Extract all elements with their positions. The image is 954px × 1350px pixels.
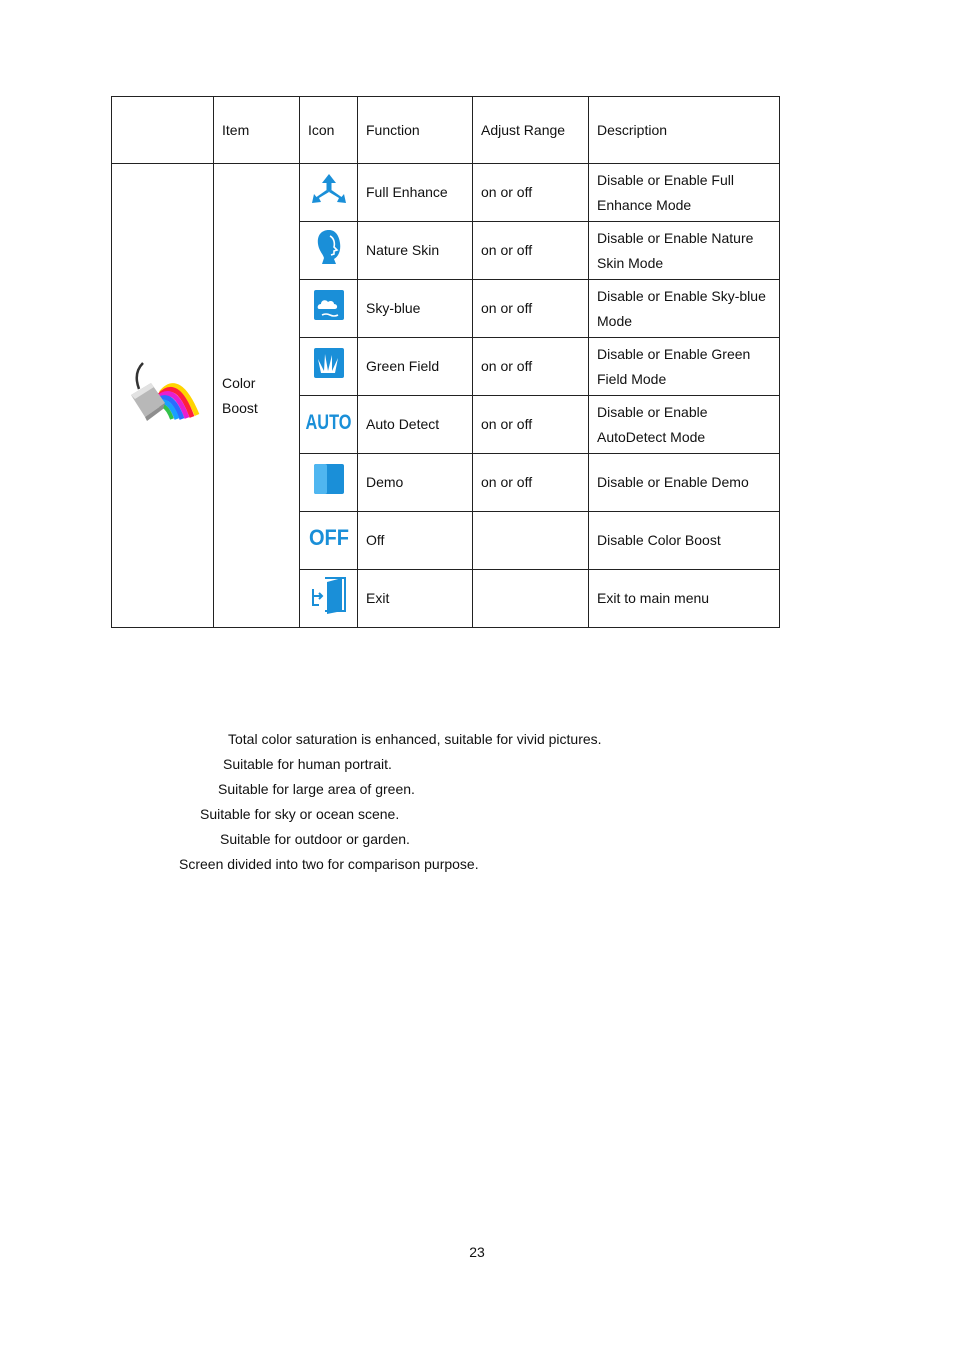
note-demo: Screen divided into two for comparison purpose. [179, 856, 479, 872]
icon-cell [300, 338, 358, 396]
icon-cell [300, 396, 358, 454]
icon-cell [300, 222, 358, 280]
function-cell: Exit [358, 570, 473, 628]
range-cell: on or off [473, 222, 589, 280]
off-icon [307, 524, 351, 550]
demo-icon [313, 463, 345, 495]
auto-icon-text: AUTO [305, 410, 352, 434]
note-sky-blue: Suitable for sky or ocean scene. [200, 806, 400, 822]
range-cell: on or off [473, 396, 589, 454]
range-cell: on or off [473, 280, 589, 338]
green-field-icon [313, 347, 345, 379]
group-item-cell [214, 164, 300, 628]
auto-detect-icon [304, 409, 353, 433]
header-icon: Icon [300, 97, 358, 164]
group-item-label-boost: Boost [222, 399, 258, 416]
icon-cell [300, 454, 358, 512]
table-header-row [112, 97, 780, 164]
description-cell: Disable Color Boost [589, 512, 780, 570]
group-icon-cell [112, 164, 214, 628]
full-enhance-icon [311, 172, 347, 206]
range-cell: on or off [473, 454, 589, 512]
function-cell: Nature Skin [358, 222, 473, 280]
function-cell: Off [358, 512, 473, 570]
description-cell: Disable or Enable Nature Skin Mode [589, 222, 780, 280]
table-row [112, 164, 780, 222]
exit-icon [311, 575, 347, 615]
icon-cell [300, 164, 358, 222]
description-cell: Disable or Enable Full Enhance Mode [589, 164, 780, 222]
off-icon-text: OFF [308, 524, 349, 550]
range-cell: on or off [473, 338, 589, 396]
range-cell [473, 512, 589, 570]
function-cell: Auto Detect [358, 396, 473, 454]
note-outdoor: Suitable for outdoor or garden. [220, 831, 410, 847]
header-adjust-range: Adjust Range [473, 97, 589, 164]
page-number: 23 [469, 1244, 485, 1260]
header-item: Item [214, 97, 300, 164]
description-cell: Exit to main menu [589, 570, 780, 628]
function-cell: Sky-blue [358, 280, 473, 338]
description-cell: Disable or Enable Demo [589, 454, 780, 512]
function-cell: Green Field [358, 338, 473, 396]
paint-bucket-rainbow-icon [121, 359, 205, 425]
group-item-label-color: Color [222, 374, 256, 391]
description-cell: Disable or Enable Green Field Mode [589, 338, 780, 396]
note-nature-skin: Suitable for human portrait. [223, 756, 392, 772]
nature-skin-icon [314, 228, 344, 266]
function-cell: Demo [358, 454, 473, 512]
sky-blue-icon [313, 289, 345, 321]
range-cell: on or off [473, 164, 589, 222]
icon-cell [300, 570, 358, 628]
note-green-field: Suitable for large area of green. [218, 781, 415, 797]
range-cell [473, 570, 589, 628]
description-cell: Disable or Enable AutoDetect Mode [589, 396, 780, 454]
header-blank [112, 97, 214, 164]
icon-cell [300, 512, 358, 570]
header-description: Description [589, 97, 780, 164]
icon-cell [300, 280, 358, 338]
function-cell: Full Enhance [358, 164, 473, 222]
header-function: Function [358, 97, 473, 164]
color-boost-table [111, 96, 780, 628]
description-cell: Disable or Enable Sky-blue Mode [589, 280, 780, 338]
note-full-enhance: Total color saturation is enhanced, suitable for vivid pictures. [228, 731, 602, 747]
